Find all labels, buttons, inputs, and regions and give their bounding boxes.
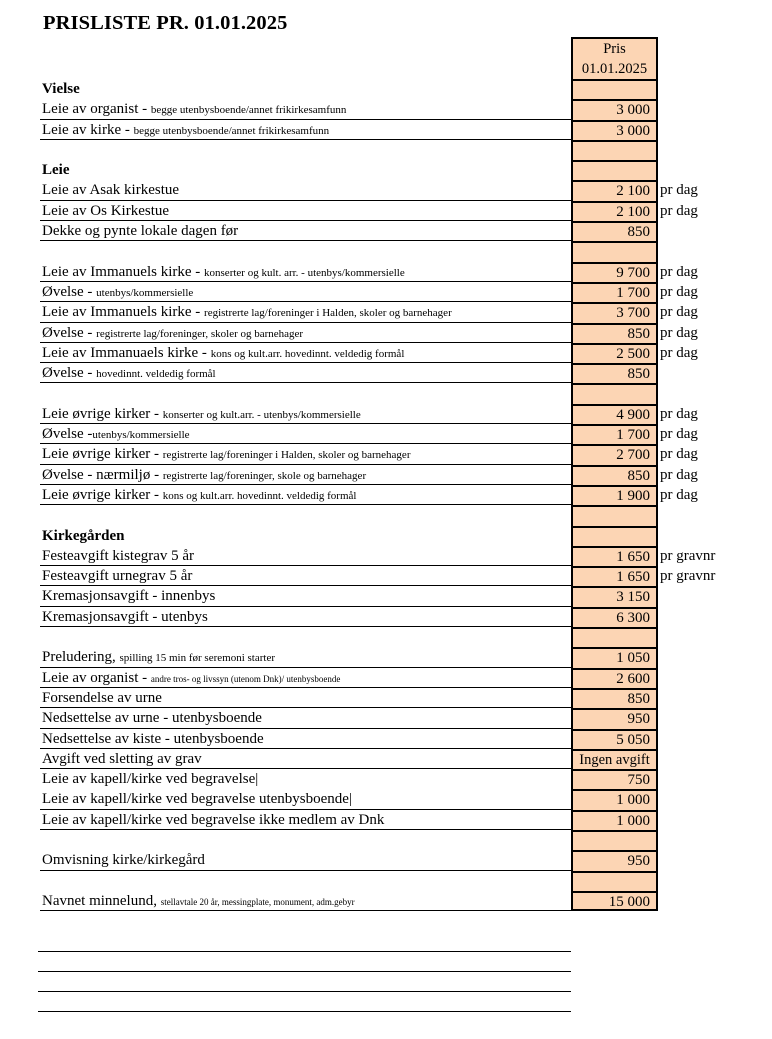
price-cell: 2 700: [571, 444, 658, 464]
item-label: [40, 871, 571, 891]
item-label: [40, 323, 571, 343]
item-label: [40, 749, 571, 769]
item-detail: registrerte lag/foreninger i Halden, skoler og barnehager: [204, 307, 452, 320]
item-name: Festeavgift urnegrav 5 år: [42, 568, 193, 585]
table-row: [40, 810, 740, 830]
item-name: Leie: [42, 162, 70, 179]
item-detail: registrerte lag/foreninger, skoler og barnehager: [96, 327, 304, 340]
section-header-row: [40, 79, 740, 99]
price-unit: pr dag: [660, 486, 698, 503]
price-cell: 1 050: [571, 647, 658, 667]
item-detail: begge utenbysboende/annet frikirkesamfunn: [150, 104, 347, 117]
price-cell: 3 700: [571, 302, 658, 322]
price-cell: 1 650: [571, 566, 658, 586]
price-unit: pr dag: [660, 426, 698, 443]
price-cell: 850: [571, 323, 658, 343]
section-title: [40, 526, 571, 546]
table-row: [40, 120, 740, 140]
table-row: [40, 99, 740, 119]
table-row: [40, 465, 740, 485]
price-unit: pr dag: [660, 182, 698, 199]
table-row: [40, 586, 740, 606]
item-label: [40, 282, 571, 302]
item-name: Leie av Immanuels kirke -: [42, 263, 205, 280]
price-cell: [571, 830, 658, 850]
item-name: Vielse: [42, 81, 80, 97]
price-cell: 750: [571, 769, 658, 789]
item-label: [40, 363, 571, 383]
item-detail: spilling 15 min før seremoni starter: [119, 652, 275, 665]
item-label: [40, 850, 571, 870]
item-name: Øvelse -: [42, 365, 97, 382]
item-name: Leie av organist -: [42, 101, 151, 118]
item-label: [40, 647, 571, 667]
item-name: Leie av kapell/kirke ved begravelse ikke medlem av Dnk: [42, 811, 385, 828]
table-row: [40, 850, 740, 870]
item-detail: kons og kult.arr. hovedinnt. veldedig formål: [162, 489, 357, 502]
price-header-label: Pris: [603, 41, 626, 57]
price-unit: pr dag: [660, 405, 698, 422]
price-cell: 2 100: [571, 180, 658, 200]
price-cell: 950: [571, 850, 658, 870]
item-label: [40, 221, 571, 241]
table-row: [40, 485, 740, 505]
table-row: [40, 404, 740, 424]
item-label: [40, 891, 571, 911]
item-label: [40, 485, 571, 505]
item-name: Leie av organist -: [42, 669, 151, 686]
table-row: [40, 729, 740, 749]
table-row: [40, 566, 740, 586]
price-cell: 1 000: [571, 789, 658, 809]
item-label: [40, 302, 571, 322]
section-header-row: [40, 526, 740, 546]
item-label: [40, 404, 571, 424]
item-detail-small: stellavtale 20 år, messingplate, monument, adm.gebyr: [160, 896, 355, 907]
price-cell: [571, 79, 658, 99]
price-cell: [571, 140, 658, 160]
price-cell: 2 600: [571, 668, 658, 688]
item-name: Preludering,: [42, 649, 120, 666]
price-table: [40, 79, 740, 911]
item-label: [40, 424, 571, 444]
price-cell: 1 700: [571, 282, 658, 302]
table-row: [40, 789, 740, 809]
item-label: [40, 465, 571, 485]
price-cell: 3 000: [571, 120, 658, 140]
price-cell: 1 650: [571, 546, 658, 566]
item-name: Avgift ved sletting av grav: [42, 750, 202, 767]
blank-writing-line: [38, 991, 571, 992]
table-row: [40, 891, 740, 911]
price-unit: pr dag: [660, 283, 698, 300]
price-cell: 1 900: [571, 485, 658, 505]
item-label: [40, 444, 571, 464]
price-cell: [571, 526, 658, 546]
item-detail: hovedinnt. veldedig formål: [96, 368, 216, 381]
spacer-row: [40, 383, 740, 403]
section-title: [40, 79, 571, 99]
price-cell: [571, 505, 658, 525]
item-label: [40, 383, 571, 403]
table-row: [40, 769, 740, 789]
item-name: Leie øvrige kirker -: [42, 446, 163, 463]
price-column-header: [571, 37, 658, 79]
table-row: [40, 668, 740, 688]
item-label: [40, 688, 571, 708]
item-name: Leie av Immanuels kirke -: [42, 304, 205, 321]
item-label: [40, 769, 571, 789]
price-cell: [571, 627, 658, 647]
price-cell: 2 100: [571, 201, 658, 221]
item-label: [40, 201, 571, 221]
item-label: [40, 607, 571, 627]
table-row: [40, 262, 740, 282]
price-unit: pr gravnr: [660, 568, 716, 585]
item-name: Nedsettelse av kiste - utenbysboende: [42, 730, 264, 747]
price-cell: 2 500: [571, 343, 658, 363]
item-detail: konserter og kult. arr. - utenbys/kommersielle: [204, 266, 405, 279]
price-unit: pr dag: [660, 202, 698, 219]
spacer-row: [40, 140, 740, 160]
table-row: [40, 343, 740, 363]
item-detail: konserter og kult.arr. - utenbys/kommersielle: [162, 408, 361, 421]
item-label: [40, 262, 571, 282]
item-name: Festeavgift kistegrav 5 år: [42, 547, 195, 564]
price-cell: 850: [571, 688, 658, 708]
item-label: [40, 546, 571, 566]
table-row: [40, 282, 740, 302]
item-name: Nedsettelse av urne - utenbysboende: [42, 710, 262, 727]
table-row: [40, 221, 740, 241]
item-name: Dekke og pynte lokale dagen før: [42, 223, 239, 240]
price-cell: 1 000: [571, 810, 658, 830]
item-detail: kons og kult.arr. hovedinnt. veldedig formål: [210, 347, 405, 360]
item-label: [40, 586, 571, 606]
item-name: Leie av Os Kirkestue: [42, 202, 170, 219]
item-name: Kremasjonsavgift - utenbys: [42, 608, 208, 625]
item-name: Kremasjonsavgift - innenbys: [42, 588, 216, 605]
price-cell: Ingen avgift: [571, 749, 658, 769]
item-name: Leie av Immanuaels kirke -: [42, 344, 211, 361]
item-name: Øvelse - nærmiljø -: [42, 466, 163, 483]
table-row: [40, 688, 740, 708]
item-label: [40, 566, 571, 586]
blank-writing-line: [38, 1011, 571, 1012]
price-cell: 15 000: [571, 891, 658, 911]
price-cell: [571, 160, 658, 180]
table-row: [40, 323, 740, 343]
price-cell: 850: [571, 363, 658, 383]
item-name: Forsendelse av urne: [42, 689, 162, 706]
price-cell: 850: [571, 465, 658, 485]
item-name: Leie øvrige kirker -: [42, 405, 163, 422]
item-name: Leie av kapell/kirke ved begravelse utenbysboende|: [42, 791, 352, 808]
price-cell: 5 050: [571, 729, 658, 749]
item-detail-small: andre tros- og livssyn (utenom Dnk)/ utenbysboende: [150, 673, 341, 684]
spacer-row: [40, 830, 740, 850]
item-detail: utenbys/kommersielle: [96, 286, 194, 299]
blank-writing-line: [38, 971, 571, 972]
item-label: [40, 627, 571, 647]
table-row: [40, 708, 740, 728]
price-cell: [571, 241, 658, 261]
price-cell: 9 700: [571, 262, 658, 282]
price-cell: 1 700: [571, 424, 658, 444]
item-detail: registrerte lag/foreninger i Halden, skoler og barnehager: [162, 449, 411, 462]
item-name: Leie av kirke -: [42, 121, 134, 138]
table-row: [40, 424, 740, 444]
blank-writing-line: [38, 951, 571, 952]
item-detail: utenbys/kommersielle: [92, 429, 190, 442]
price-unit: pr dag: [660, 324, 698, 341]
item-label: [40, 343, 571, 363]
item-label: [40, 810, 571, 830]
table-row: [40, 444, 740, 464]
item-label: [40, 789, 571, 809]
item-detail: registrerte lag/foreninger, skole og barnehager: [162, 469, 367, 482]
item-label: [40, 99, 571, 119]
price-cell: 950: [571, 708, 658, 728]
item-name: Navnet minnelund,: [42, 892, 161, 909]
item-detail: begge utenbysboende/annet frikirkesamfunn: [133, 124, 330, 137]
item-label: [40, 180, 571, 200]
item-name: Leie av kapell/kirke ved begravelse|: [42, 771, 259, 788]
table-row: [40, 363, 740, 383]
spacer-row: [40, 505, 740, 525]
item-label: [40, 120, 571, 140]
item-name: Leie av Asak kirkestue: [42, 182, 180, 199]
item-name: Øvelse -: [42, 283, 97, 300]
price-cell: 850: [571, 221, 658, 241]
price-cell: [571, 383, 658, 403]
section-title: [40, 160, 571, 180]
section-header-row: [40, 160, 740, 180]
price-unit: pr gravnr: [660, 547, 716, 564]
spacer-row: [40, 241, 740, 261]
price-unit: pr dag: [660, 344, 698, 361]
table-row: [40, 302, 740, 322]
table-row: [40, 546, 740, 566]
price-unit: pr dag: [660, 466, 698, 483]
price-cell: 3 150: [571, 586, 658, 606]
table-row: [40, 201, 740, 221]
price-cell: [571, 871, 658, 891]
item-label: [40, 708, 571, 728]
item-label: [40, 140, 571, 160]
price-unit: pr dag: [660, 263, 698, 280]
price-header-date: 01.01.2025: [581, 61, 648, 77]
page-title: PRISLISTE PR. 01.01.2025: [43, 12, 288, 34]
item-label: [40, 830, 571, 850]
item-label: [40, 505, 571, 525]
item-label: [40, 729, 571, 749]
item-name: Leie øvrige kirker -: [42, 486, 163, 503]
table-row: [40, 749, 740, 769]
table-row: [40, 607, 740, 627]
item-name: Øvelse -: [42, 324, 97, 341]
item-label: [40, 241, 571, 261]
item-name: Øvelse -: [42, 426, 93, 443]
price-cell: 4 900: [571, 404, 658, 424]
price-unit: pr dag: [660, 304, 698, 321]
spacer-row: [40, 627, 740, 647]
item-name: Omvisning kirke/kirkegård: [42, 852, 205, 869]
price-cell: 3 000: [571, 99, 658, 119]
price-unit: pr dag: [660, 446, 698, 463]
price-cell: 6 300: [571, 607, 658, 627]
table-row: [40, 180, 740, 200]
spacer-row: [40, 871, 740, 891]
item-name: Kirkegården: [42, 527, 125, 544]
item-label: [40, 668, 571, 688]
table-row: [40, 647, 740, 667]
